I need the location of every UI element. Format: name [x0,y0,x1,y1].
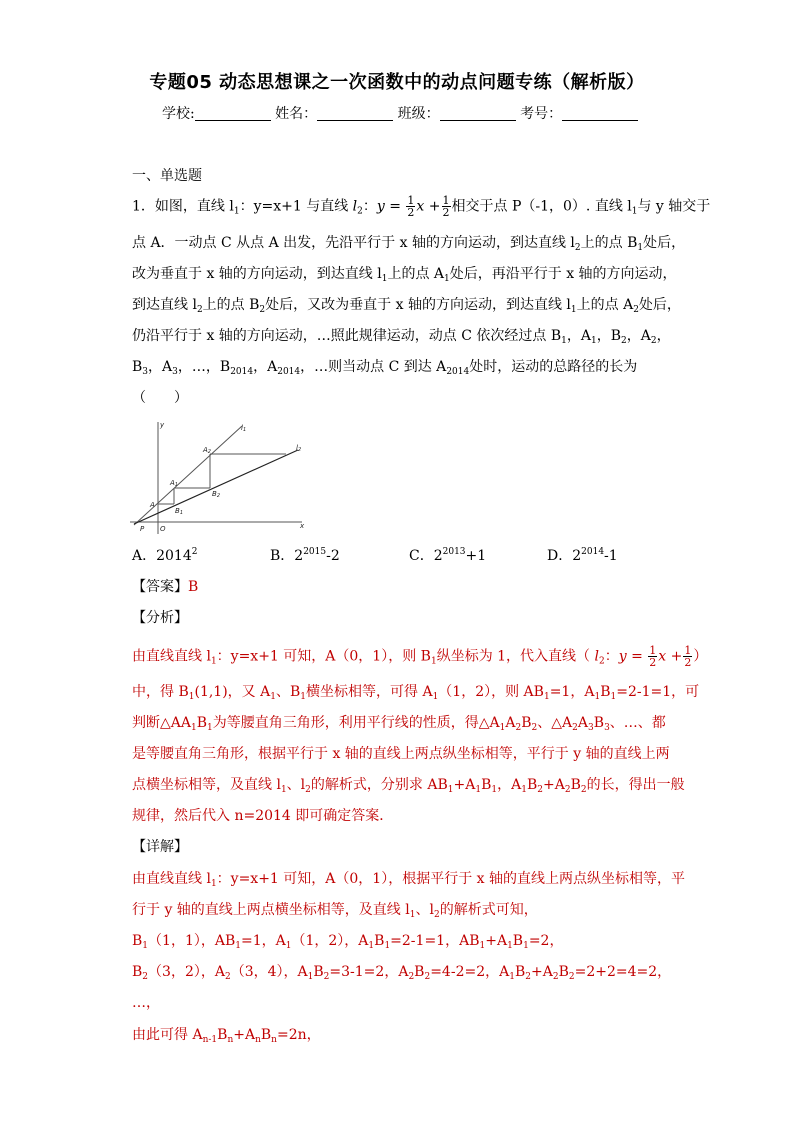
fig-label-p: P [140,525,145,533]
analysis-line-3: 判断$\triangle AA_1B_1$为等腰直角三角形，利用平行线的性质，得$\triangle A_1A_2B_2$、$\triangle A_2A_3B_3$、…、都 [132,715,666,733]
fig-label-a2: A2 [203,446,211,455]
school-label: 学校: [162,106,195,122]
fig-label-b2: B2 [212,490,220,499]
fraction-half: $\frac{1}{2}$ [407,194,415,219]
name-label: 姓名： [275,106,318,122]
fraction-half: $\frac{1}{2}$ [442,194,450,219]
detail-label: 【详解】 [132,839,188,855]
fraction-half: $\frac{1}{2}$ [684,644,692,669]
option-d[interactable]: D．$2^{2014}-1$ [547,547,618,564]
fig-label-l1: l1 [241,424,247,433]
fig-label-x: x [300,522,305,530]
fig-label-a1: A1 [170,479,178,488]
question-line-3: 改为垂直于 x 轴的方向运动，到达直线 $l_1$上的点 $A_1$处后，再沿平行于 x 轴的方向运动， [132,266,677,284]
detail-line-3: $B_1(1$，1），$AB_1=1$，$A_1(1$，2），$A_1B_1=2-1=1$，$AB_1+A_1B_1=2$， [132,933,564,951]
student-info-line [162,103,638,123]
name-blank[interactable] [317,106,393,121]
answer-label: 【答案】 [132,579,188,595]
analysis-label: 【分析】 [132,610,188,626]
exam-no-label: 考号： [520,106,563,122]
section-heading: 一、单选题 [132,168,202,184]
question-line-2: 点 A．一动点 C 从点 A 出发，先沿平行于 x 轴的方向运动，到达直线 $l_2$上的点 $B_1$处后， [132,235,686,253]
detail-line-5: …， [132,995,160,1011]
question-line-5: 仍沿平行于 x 轴的方向运动，…照此规律运动，动点 C 依次经过点 $B_1$，$A_1$，$B_2$，$A_2$， [132,328,671,346]
detail-line-6: 由此可得 $A_{n-1}B_n+A_nB_n=2n$， [132,1027,321,1045]
analysis-line-2: 中，得 $B_1(1,1)$，又 $A_1$、$B_1$横坐标相等，可得 $A_1(1$，2），则 $AB_1=1$，$A_1B_1=2-1=1$，可 [132,684,700,702]
option-a[interactable]: A．2014$^2$ [132,547,198,564]
fraction-half: $\frac{1}{2}$ [649,644,657,669]
analysis-line-5: 点横坐标相等，及直线 $l_1$、$l_2$的解析式，分别求 $AB_1+A_1B_1$，$A_1B_2+A_2B_2$的长，得出一般 [132,777,685,795]
fig-label-o: O [160,525,166,533]
answer-line [132,577,198,597]
option-b[interactable]: B．$2^{2015}-2$ [270,547,340,564]
answer-paren: （ ） [132,390,188,406]
analysis-line-4: 是等腰直角三角形，根据平行于 x 轴的直线上两点纵坐标相等，平行于 y 轴的直线上两 [132,746,670,762]
fig-label-b1: B1 [175,507,183,516]
class-label: 班级： [397,106,440,122]
analysis-line-6: 规律，然后代入 n=2014 即可确定答案． [132,808,394,824]
analysis-line-1: 由直线直线 $l_1$：y=x+1 可知，A（0，1），则 $B_1$纵坐标为 1，代入直线（ $l_2$：y = $\frac{1}{2}$ x + $\frac{1}{2}$ ） [132,644,708,669]
detail-line-2: 行于 y 轴的直线上两点横坐标相等，及直线 $l_1$、$l_2$的解析式可知， [132,902,538,920]
question-figure [130,418,310,534]
question-line-6: $B_3$，$A_3$，…，$B_{2014}$，$A_{2014}$，…则当动点 C 到达 $A_{2014}$处时，运动的总路径的长为 [132,359,638,377]
question-line-1: 1．如图，直线 $l_1$：y=x+1 与直线 $l_2$：y = $\frac{1}{2}$ x + $\frac{1}{2}$ 相交于点 P（-1，0）. 直线 $l_1$与 y 轴交于 [132,194,711,219]
question-line-4: 到达直线 $l_2$上的点 $B_2$处后，又改为垂直于 x 轴的方向运动，到达直线 $l_1$上的点 $A_2$处后， [132,297,681,315]
fig-label-a: A [150,501,155,509]
detail-line-1: 由直线直线 $l_1$：y=x+1 可知，A（0，1），根据平行于 x 轴的直线上两点纵坐标相等，平 [132,871,686,889]
option-c[interactable]: C．$2^{2013}+1$ [409,547,487,564]
school-blank[interactable] [195,106,271,121]
answer-value: B [188,579,199,595]
page-title: 专题05 动态思想课之一次函数中的动点问题专练（解析版） [149,72,645,93]
exam-no-blank[interactable] [562,106,638,121]
detail-line-4: $B_2(3$，2），$A_2(3$，4），$A_1B_2=3-1=2$，$A_2B_2=4-2=2$，$A_1B_2+A_2B_2=2+2=4=2$， [132,964,672,982]
fig-label-l2: l2 [296,444,302,453]
class-blank[interactable] [440,106,516,121]
fig-label-y: y [160,421,165,429]
